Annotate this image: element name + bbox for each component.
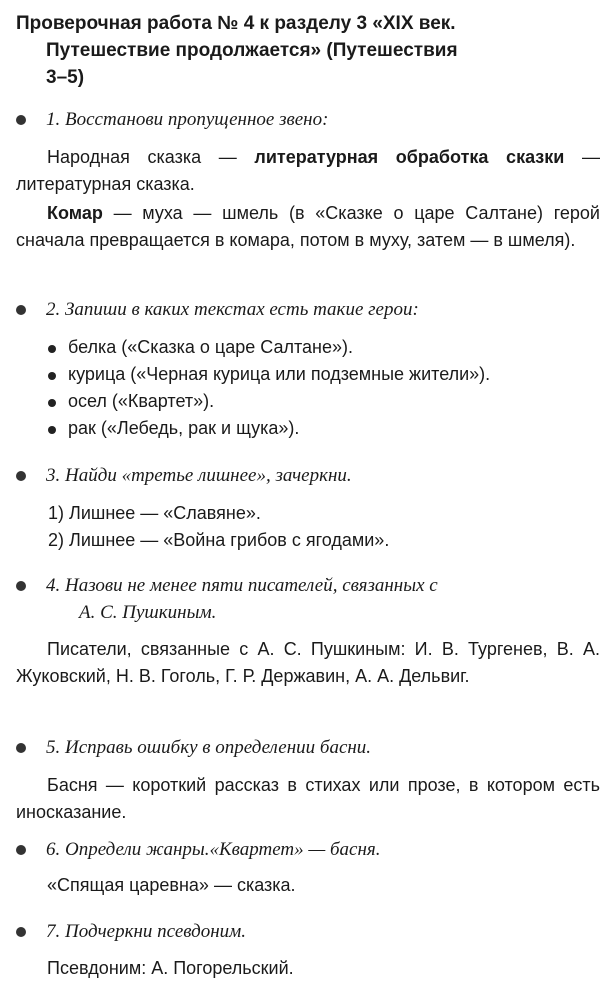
title-line-2: Путешествие продолжается» (Путешествия — [46, 40, 458, 61]
task-2-question: 2. Запиши в каких текстах есть такие герои: — [16, 296, 606, 323]
task-bullet-icon — [16, 845, 26, 855]
list-item: 1) Лишнее — «Славяне». — [48, 503, 261, 523]
title-line-3: 3–5) — [46, 67, 85, 88]
task-bullet-icon — [16, 743, 26, 753]
task-bullet-icon — [16, 927, 26, 937]
task-3-question: 3. Найди «третье лишнее», зачеркни. — [16, 462, 606, 489]
task-5-answer: Басня — короткий рассказ в стихах или прозе, в котором есть иносказание. — [16, 775, 600, 822]
task-bullet-icon — [16, 305, 26, 315]
task-4-answer: Писатели, связанные с А. С. Пушкиным: И. В. Тургенев, В. А. Жуковский, Н. В. Гоголь, Г. Р. Державин, А. А. Дельвиг. — [16, 639, 600, 686]
page-title — [16, 10, 576, 91]
task-bullet-icon — [16, 581, 26, 591]
bullet-dot-icon — [48, 399, 56, 407]
list-item: белка («Сказка о царе Салтане»). — [48, 334, 598, 361]
list-item: курица («Черная курица или подземные жители»). — [48, 361, 598, 388]
task-1-answer-1: Народная сказка — литературная обработка сказки — литературная сказка. — [16, 147, 600, 194]
task-3-list — [48, 500, 598, 554]
task-7-answer: Псевдоним: А. Погорельский. — [47, 958, 294, 978]
list-item: осел («Квартет»). — [48, 388, 598, 415]
task-1-question: 1. Восстанови пропущенное звено: — [16, 106, 606, 133]
task-6-question: 6. Определи жанры.«Квартет» — басня. — [16, 836, 606, 863]
bullet-dot-icon — [48, 426, 56, 434]
task-2-list — [48, 334, 598, 442]
title-line-1: Проверочная работа № 4 к разделу 3 «XIX век. — [16, 13, 456, 34]
bullet-dot-icon — [48, 345, 56, 353]
list-item: 2) Лишнее — «Война грибов с ягодами». — [48, 530, 390, 550]
task-5-question: 5. Исправь ошибку в определении басни. — [16, 734, 606, 761]
task-1-answer-2: Комар — муха — шмель (в «Сказке о царе Салтане) герой сначала превращается в комара, потом в муху, затем — в шмеля). — [16, 203, 600, 250]
bullet-dot-icon — [48, 372, 56, 380]
task-6-answer: «Спящая царевна» — сказка. — [47, 875, 296, 895]
list-item: рак («Лебедь, рак и щука»). — [48, 415, 598, 442]
task-7-question: 7. Подчеркни псевдоним. — [16, 918, 606, 945]
task-4-question: 4. Назови не менее пяти писателей, связанных с А. С. Пушкиным. — [16, 572, 606, 626]
task-bullet-icon — [16, 115, 26, 125]
task-bullet-icon — [16, 471, 26, 481]
